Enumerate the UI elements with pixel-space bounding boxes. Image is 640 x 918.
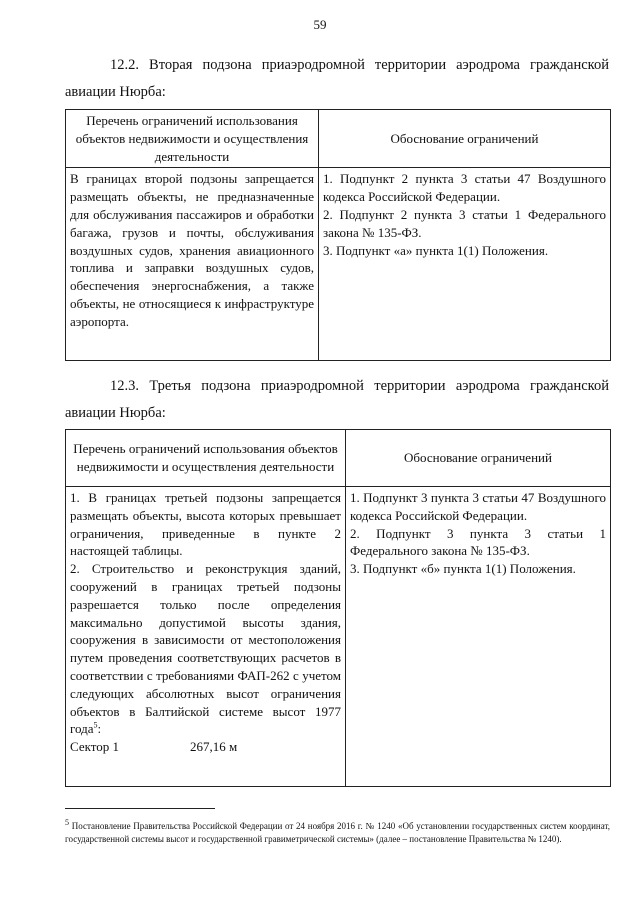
restrictions-cell — [66, 487, 346, 787]
footnote-text: Постановление Правительства Российской Федерации от 24 ноября 2016 г. № 1240 «Об установлении государственных систем координат, государственной системы высот и государственной гравиметрической системы» (далее – постановление Правительства № 1240). — [65, 821, 611, 844]
sector-row — [70, 738, 341, 756]
justification-cell — [319, 168, 611, 361]
justification-item: 1. Подпункт 2 пункта 3 статьи 47 Воздушного кодекса Российской Федерации. — [323, 171, 606, 205]
restriction-text: 2. Строительство и реконструкция зданий, сооружений в границах третьей подзоны разрешается только после определения максимально допустимой высоты здания, сооружения в зависимости от местоположения путем проведения соответствующих расчетов в соответствии с требованиями ФАП-262 с учетом следующих абсолютных высот ограничения объектов в Балтийской системе высот 1977 года — [70, 561, 341, 737]
justification-item: 3. Подпункт «б» пункта 1(1) Положения. — [350, 561, 576, 577]
restriction-paragraph: В границах второй подзоны запрещается размещать объекты, не предназначенные для обслуживания пассажиров и обработки багажа, грузов и почты, обслуживания воздушных судов, хранения авиационного топлива и заправки воздушных судов, обеспечения энергоснабжения, а также объекты, не относящиеся к инфраструктуре аэропорта. — [70, 171, 314, 329]
restrictions-cell — [66, 168, 319, 361]
restriction-tail: : — [97, 721, 102, 737]
restriction-paragraph — [70, 560, 341, 738]
footnote-reference: 5 — [93, 721, 98, 731]
page-number: 59 — [313, 17, 327, 32]
justification-item: 2. Подпункт 3 пункта 3 статьи 1 Федерального закона № 135-ФЗ. — [350, 525, 606, 559]
column-header-justification: Обоснование ограничений — [346, 430, 611, 487]
section-heading-12-2: 12.2. Вторая подзона приаэродромной территории аэродрома гражданской авиации Нюрба: — [65, 57, 609, 100]
sector-label: Сектор 1 — [70, 739, 120, 755]
footnote-mark: 5 — [65, 818, 69, 827]
sector-height: 267,16 м — [190, 739, 238, 755]
table-second-subzone — [65, 109, 611, 361]
table-third-subzone — [65, 429, 611, 787]
justification-item: 2. Подпункт 2 пункта 3 статьи 1 Федерального закона № 135-ФЗ. — [323, 206, 606, 240]
restriction-paragraph: 1. В границах третьей подзоны запрещается размещать объекты, высота которых превышает ограничения, приведенные в пункте 2 настоящей таблицы. — [70, 490, 341, 559]
footnote-separator — [65, 808, 215, 809]
column-header-restrictions: Перечень ограничений использования объектов недвижимости и осуществления деятельности — [66, 430, 346, 487]
justification-cell — [346, 487, 611, 787]
section-heading-12-3: 12.3. Третья подзона приаэродромной территории аэродрома гражданской авиации Нюрба: — [65, 378, 609, 421]
column-header-restrictions: Перечень ограничений использования объектов недвижимости и осуществления деятельности — [66, 110, 319, 168]
column-header-justification: Обоснование ограничений — [319, 110, 611, 168]
footnote — [65, 820, 610, 846]
justification-item: 3. Подпункт «а» пункта 1(1) Положения. — [323, 242, 549, 258]
justification-item: 1. Подпункт 3 пункта 3 статьи 47 Воздушного кодекса Российской Федерации. — [350, 490, 606, 523]
